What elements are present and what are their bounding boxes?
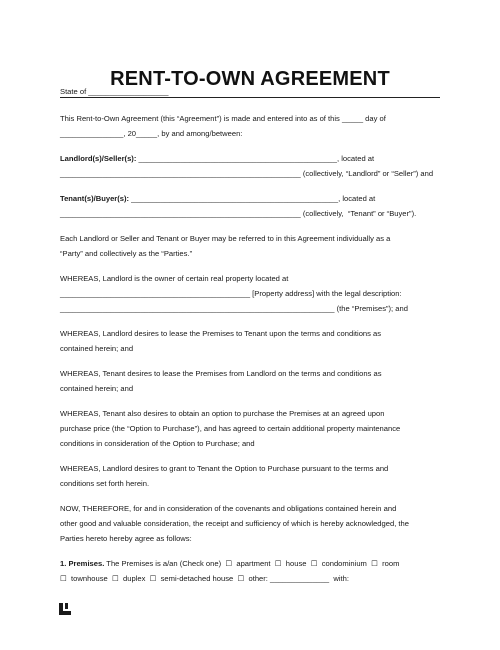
intro-line-1: This Rent-to-Own Agreement (this “Agreement”) is made and entered into as of this _____ day of <box>60 114 386 123</box>
now-therefore-line-2: other good and valuable consideration, the receipt and sufficiency of which is hereby acknowledged, the <box>60 519 409 528</box>
landlord-line-1 <box>60 152 374 166</box>
page-title: RENT-TO-OWN AGREEMENT <box>110 68 390 90</box>
lawdistrict-logo-icon <box>58 602 72 616</box>
whereas-lease-line-2: contained herein; and <box>60 344 134 353</box>
whereas-option-line-3: conditions in consideration of the Option to Purchase; and <box>60 439 255 448</box>
tenant-line-1 <box>60 192 375 206</box>
landlord-label: Landlord(s)/Seller(s): <box>60 154 137 163</box>
tenant-line-2: _________________________________________________________ (collectively, “Tenant” or “Buyer”). <box>60 209 417 218</box>
tenant-name-field: _________________________________________________, located at <box>129 194 376 203</box>
parties-line-2: “Party” and collectively as the “Parties.” <box>60 249 193 258</box>
landlord-line-2: _________________________________________________________ (collectively, “Landlord” or “Seller”) and <box>60 169 434 178</box>
whereas-lease-line-1: WHEREAS, Landlord desires to lease the Premises to Tenant upon the terms and conditions as <box>60 329 382 338</box>
premises-label: 1. Premises. <box>60 559 105 568</box>
whereas-owner-line-1: WHEREAS, Landlord is the owner of certain real property located at <box>60 274 289 283</box>
premises-line-1 <box>60 557 399 571</box>
state-line: State of ___________________ <box>60 87 169 96</box>
whereas-option-line-2: purchase price (the “Option to Purchase”), and has agreed to certain additional property maintenance <box>60 424 401 433</box>
whereas-owner-line-2: _____________________________________________ [Property address] with the legal description: <box>60 289 402 298</box>
whereas-owner-line-3: _________________________________________________________________ (the “Premises”); and <box>60 304 408 313</box>
premises-type-options: The Premises is a/an (Check one) ☐ apartment ☐ house ☐ condominium ☐ room <box>104 559 400 568</box>
whereas-tenant-line-2: contained herein; and <box>60 384 134 393</box>
now-therefore-line-1: NOW, THEREFORE, for and in consideration of the covenants and obligations contained herein and <box>60 504 397 513</box>
whereas-tenant-line-1: WHEREAS, Tenant desires to lease the Premises from Landlord on the terms and conditions as <box>60 369 382 378</box>
tenant-label: Tenant(s)/Buyer(s): <box>60 194 130 203</box>
whereas-grant-line-1: WHEREAS, Landlord desires to grant to Tenant the Option to Purchase pursuant to the terms and <box>60 464 389 473</box>
intro-line-2: _______________, 20_____, by and among/between: <box>60 129 243 138</box>
premises-line-2: ☐ townhouse ☐ duplex ☐ semi-detached house ☐ other: ______________ with: <box>60 574 349 583</box>
landlord-name-field: _______________________________________________, located at <box>136 154 375 163</box>
whereas-option-line-1: WHEREAS, Tenant also desires to obtain an option to purchase the Premises at an agreed upon <box>60 409 385 418</box>
title-divider <box>60 97 440 98</box>
now-therefore-line-3: Parties hereto hereby agree as follows: <box>60 534 192 543</box>
whereas-grant-line-2: conditions set forth herein. <box>60 479 150 488</box>
parties-line-1: Each Landlord or Seller and Tenant or Buyer may be referred to in this Agreement individually as a <box>60 234 391 243</box>
